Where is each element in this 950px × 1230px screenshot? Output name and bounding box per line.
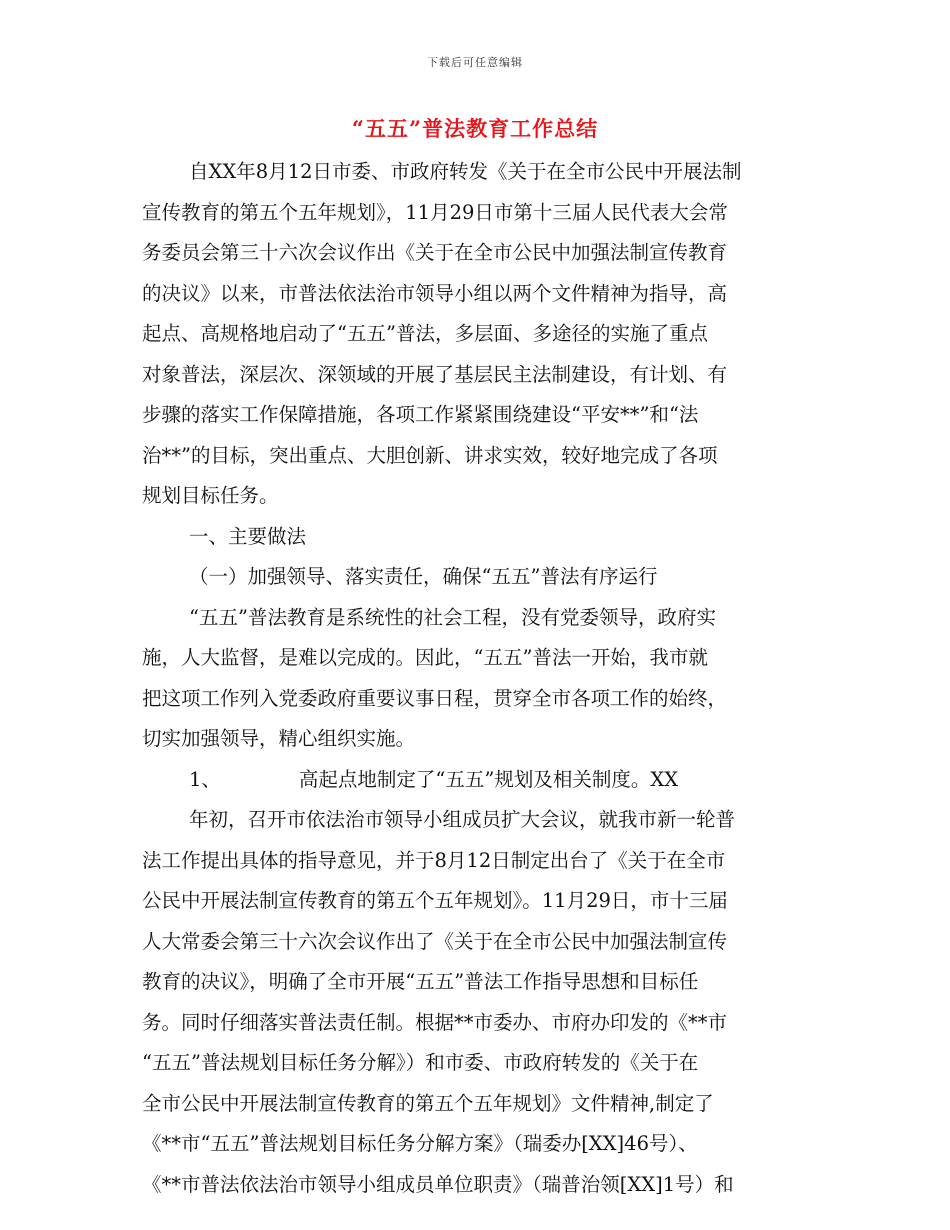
text-line: 的决议》以来，市普法依法治市领导小组以两个文件精神为指导，高 xyxy=(142,281,728,305)
text-line: 规划目标任务。 xyxy=(142,484,279,507)
text-line: 治**”的目标，突出重点、大胆创新、讲求实效，较好地完成了各项 xyxy=(142,443,718,467)
text-line: 切实加强领导，精心组织实施。 xyxy=(142,727,416,750)
text-line: 《**市“五五”普法规划目标任务分解方案》（瑞委办[XX]46号）、 xyxy=(142,1132,698,1155)
text-line: 对象普法，深层次、深领域的开展了基层民主法制建设，有计划、有 xyxy=(142,362,728,386)
text-line: 务委员会第三十六次会议作出《关于在全市公民中加强法制宣传教育 xyxy=(142,241,728,264)
text-line: 一、主要做法 xyxy=(189,524,307,548)
text-line: 自XX年8月12日市委、市政府转发《关于在全市公民中开展法制 xyxy=(189,160,742,183)
text-line: 起点、高规格地启动了“五五”普法，多层面、多途径的实施了重点 xyxy=(142,322,708,345)
text-line: 《**市普法依法治市领导小组成员单位职责》（瑞普治领[XX]1号）和 xyxy=(142,1172,734,1196)
text-line: 施，人大监督，是难以完成的。因此，“五五”普法一开始，我市就 xyxy=(142,646,708,669)
text-line: 法工作提出具体的指导意见，并于8月12日制定出台了《关于在全市 xyxy=(142,848,726,872)
paragraph-block-2 xyxy=(142,800,822,1205)
text-line: “五五”普法规划目标任务分解》）和市委、市政府转发的《关于在 xyxy=(142,1051,699,1074)
item-text: 高起点地制定了“五五”规划及相关制度。XX xyxy=(298,767,679,791)
text-line: 人大常委会第三十六次会议作出了《关于在全市公民中加强法制宣传 xyxy=(142,929,728,953)
page-header-note: 下载后可任意编辑 xyxy=(427,56,523,69)
text-line: 把这项工作列入党委政府重要议事日程，贯穿全市各项工作的始终， xyxy=(142,686,728,710)
text-line: “五五”普法教育是系统性的社会工程，没有党委领导，政府实 xyxy=(189,605,716,629)
text-line: 年初，召开市依法治市领导小组成员扩大会议，就我市新一轮普 xyxy=(189,808,736,831)
document-body xyxy=(142,152,822,1205)
text-line: 全市公民中开展法制宣传教育的第五个五年规划》文件精神,制定了 xyxy=(142,1091,714,1115)
paragraph-block-1 xyxy=(142,152,822,760)
item-number: 1、 xyxy=(189,767,221,791)
numbered-item xyxy=(142,760,822,801)
text-line: 教育的决议》，明确了全市开展“五五”普法工作指导思想和目标任 xyxy=(142,970,699,993)
text-line: 务。同时仔细落实普法责任制。根据**市委办、市府办印发的《**市 xyxy=(142,1010,728,1034)
text-line: 步骤的落实工作保障措施，各项工作紧紧围绕建设“平安**”和“法 xyxy=(142,403,699,426)
text-line: （一）加强领导、落实责任，确保“五五”普法有序运行 xyxy=(189,565,658,588)
text-line: 公民中开展法制宣传教育的第五个五年规划》。11月29日，市十三届 xyxy=(142,889,728,912)
text-line: 宣传教育的第五个五年规划》，11月29日市第十三届人民代表大会常 xyxy=(142,200,728,224)
document-title: “五五”普法教育工作总结 xyxy=(351,116,599,141)
